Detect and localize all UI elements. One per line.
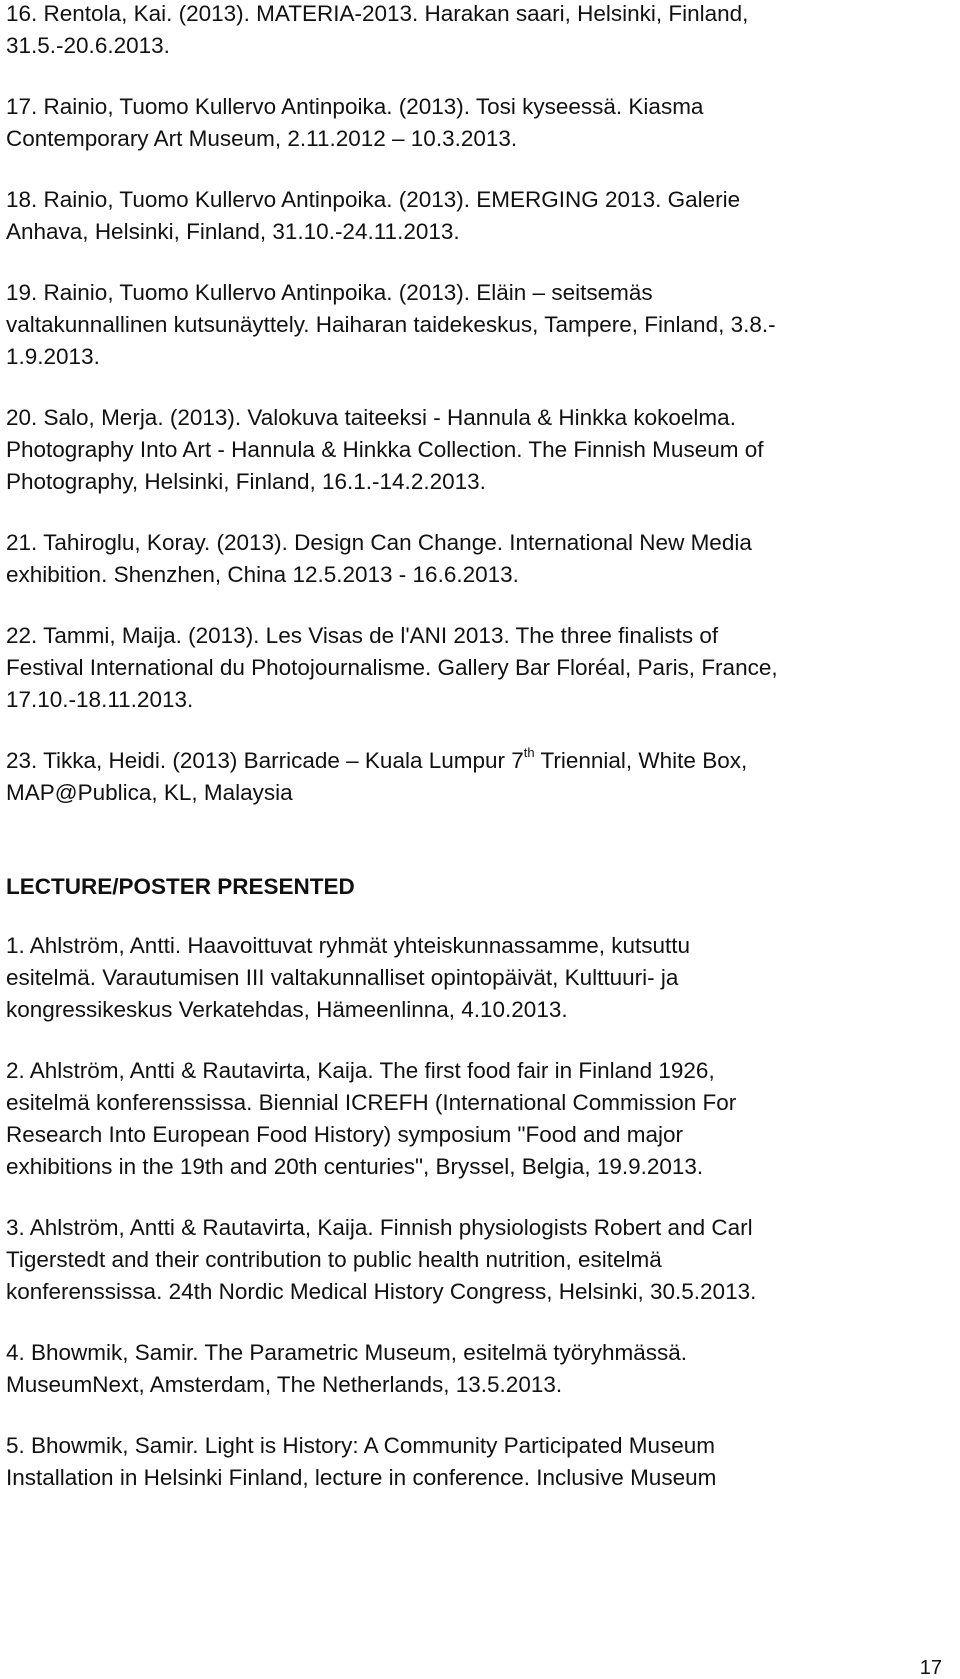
entry-line [6, 745, 906, 777]
entry-line: MuseumNext, Amsterdam, The Netherlands, 13.5.2013. [6, 1372, 563, 1397]
entry-line: 20. Salo, Merja. (2013). Valokuva taiteeksi - Hannula & Hinkka kokoelma. [6, 405, 736, 430]
entry-line: Installation in Helsinki Finland, lecture in conference. Inclusive Museum [6, 1465, 717, 1490]
entry-line: 5. Bhowmik, Samir. Light is History: A Community Participated Museum [6, 1433, 716, 1458]
entry-line: 31.5.-20.6.2013. [6, 33, 170, 58]
entry-line: Research Into European Food History) symposium "Food and major [6, 1122, 684, 1147]
list-item [6, 402, 906, 498]
entry-line: Festival International du Photojournalisme. Gallery Bar Floréal, Paris, France, [6, 655, 778, 680]
entry-line: valtakunnallinen kutsunäyttely. Haiharan taidekeskus, Tampere, Finland, 3.8.- [6, 312, 776, 337]
entry-line: 3. Ahlström, Antti & Rautavirta, Kaija. Finnish physiologists Robert and Carl [6, 1215, 753, 1240]
list-item [6, 277, 906, 373]
entry-line: 22. Tammi, Maija. (2013). Les Visas de l'ANI 2013. The three finalists of [6, 623, 719, 648]
entry-text: 23. Tikka, Heidi. (2013) Barricade – Kuala Lumpur 7 [6, 748, 524, 773]
entry-line: 1. Ahlström, Antti. Haavoittuvat ryhmät yhteiskunnassamme, kutsuttu [6, 933, 691, 958]
list-item [6, 930, 906, 1026]
entry-line: 2. Ahlström, Antti & Rautavirta, Kaija. The first food fair in Finland 1926, [6, 1058, 715, 1083]
list-item [6, 91, 906, 155]
list-item [6, 1055, 906, 1183]
entry-line: 16. Rentola, Kai. (2013). MATERIA-2013. Harakan saari, Helsinki, Finland, [6, 1, 749, 26]
entry-line: Anhava, Helsinki, Finland, 31.10.-24.11.2013. [6, 219, 460, 244]
list-item [6, 1430, 906, 1494]
entry-line: Contemporary Art Museum, 2.11.2012 – 10.3.2013. [6, 126, 518, 151]
entry-line: kongressikeskus Verkatehdas, Hämeenlinna, 4.10.2013. [6, 997, 568, 1022]
list-item [6, 0, 906, 62]
entry-line: 17.10.-18.11.2013. [6, 687, 194, 712]
list-item [6, 184, 906, 248]
ordinal-superscript: th [523, 744, 535, 760]
entry-line: esitelmä konferenssissa. Biennial ICREFH (International Commission For [6, 1090, 737, 1115]
page-number: 17 [919, 1657, 942, 1679]
entry-line: 18. Rainio, Tuomo Kullervo Antinpoika. (2013). EMERGING 2013. Galerie [6, 187, 741, 212]
entry-line: Photography Into Art - Hannula & Hinkka Collection. The Finnish Museum of [6, 437, 764, 462]
entry-line: Tigerstedt and their contribution to public health nutrition, esitelmä [6, 1247, 662, 1272]
entry-line: esitelmä. Varautumisen III valtakunnalliset opintopäivät, Kulttuuri- ja [6, 965, 679, 990]
entry-line: exhibitions in the 19th and 20th centuries", Bryssel, Belgia, 19.9.2013. [6, 1154, 704, 1179]
list-item [6, 1212, 906, 1308]
entry-text: Triennial, White Box, [534, 748, 748, 773]
entry-line: 21. Tahiroglu, Koray. (2013). Design Can Change. International New Media [6, 530, 752, 555]
entry-line: 1.9.2013. [6, 344, 100, 369]
entry-line: 19. Rainio, Tuomo Kullervo Antinpoika. (2013). Eläin – seitsemäs [6, 280, 653, 305]
entry-line: konferenssissa. 24th Nordic Medical History Congress, Helsinki, 30.5.2013. [6, 1279, 757, 1304]
entry-line: 4. Bhowmik, Samir. The Parametric Museum, esitelmä työryhmässä. [6, 1340, 688, 1365]
entry-line: exhibition. Shenzhen, China 12.5.2013 - 16.6.2013. [6, 562, 519, 587]
entry-line: MAP@Publica, KL, Malaysia [6, 780, 293, 805]
list-item [6, 620, 906, 716]
list-item [6, 1337, 906, 1401]
section-heading: LECTURE/POSTER PRESENTED [6, 874, 355, 899]
list-item [6, 745, 906, 809]
document-page [6, 0, 906, 1523]
entry-line: Photography, Helsinki, Finland, 16.1.-14.2.2013. [6, 469, 486, 494]
entry-line: 17. Rainio, Tuomo Kullervo Antinpoika. (2013). Tosi kyseessä. Kiasma [6, 94, 704, 119]
list-item [6, 527, 906, 591]
